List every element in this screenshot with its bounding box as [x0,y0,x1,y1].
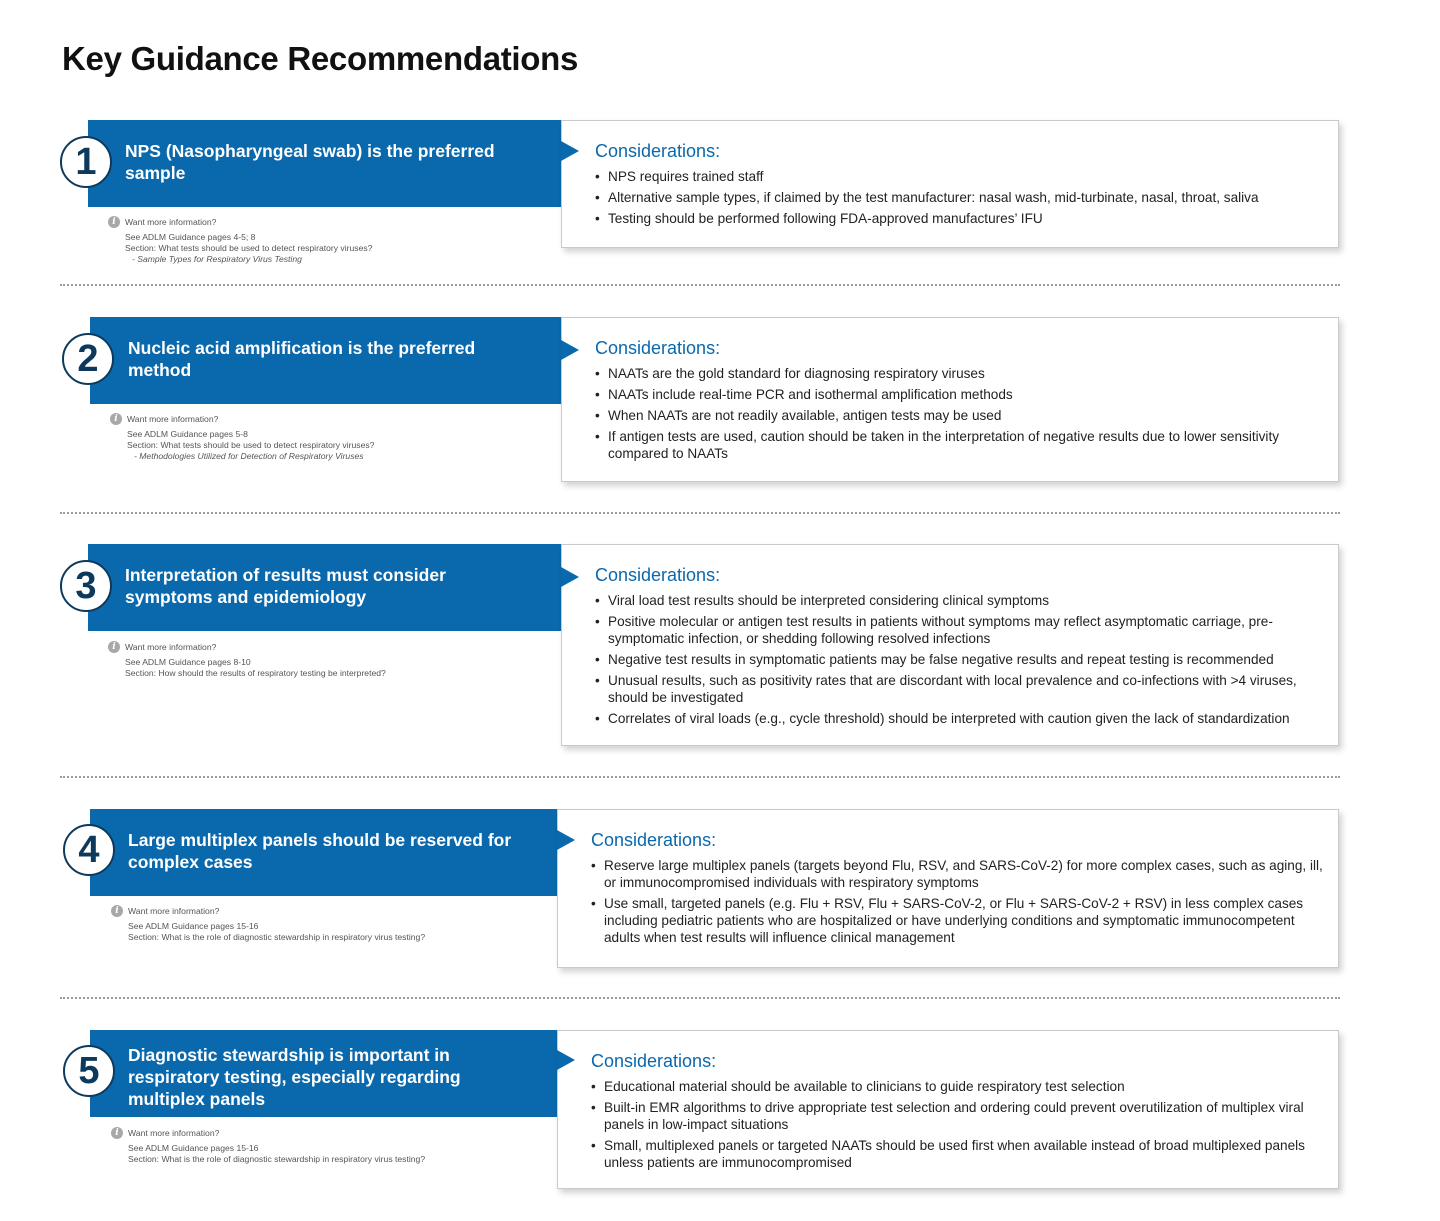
guidance-pages: See ADLM Guidance pages 8-10 [125,657,251,667]
recommendation-title: Large multiplex panels should be reserved for complex cases [128,830,512,872]
bullet-icon: • [595,408,600,423]
bullet-icon: • [595,652,600,667]
recommendation-banner [88,120,561,207]
more-info-note [110,413,374,462]
list-item: • Viral load test results should be interpreted considering clinical symptoms [595,593,1050,608]
considerations-list [595,365,1324,462]
guidance-section: Section: What is the role of diagnostic stewardship in respiratory virus testing? [128,932,426,942]
step-number-badge: 2 [62,333,114,385]
bullet-icon: • [595,366,600,381]
considerations-card [561,120,1339,248]
bullet-icon: • [595,387,600,402]
guidance-pages: See ADLM Guidance pages 5-8 [127,429,248,439]
bullet-icon: • [595,614,600,629]
recommendation-banner [90,1030,557,1117]
considerations-card [561,317,1339,482]
guidance-subsection: - Sample Types for Respiratory Virus Testing [132,254,302,264]
considerations-card [561,544,1339,746]
more-info-label: Want more information? [128,905,220,916]
recommendation-title: Diagnostic stewardship is important in respiratory testing, especially regarding multiplex panels [128,1045,461,1109]
bullet-icon: • [595,673,600,688]
considerations-card [557,809,1339,968]
list-item: • NAATs are the gold standard for diagnosing respiratory viruses [595,366,985,381]
list-item: • Educational material should be available to clinicians to guide respiratory test selection [591,1079,1125,1094]
list-item: • Testing should be performed following FDA-approved manufactures’ IFU [595,211,1043,226]
considerations-card [557,1030,1339,1189]
list-item: • Correlates of viral loads (e.g., cycle threshold) should be interpreted with caution given the lack of standardization [595,711,1290,726]
more-info-label: Want more information? [127,413,219,424]
considerations-heading: Considerations: [591,1051,717,1071]
step-number-badge: 4 [63,824,115,876]
considerations-list [591,1078,1324,1171]
info-icon: i [110,413,122,425]
pointer-arrow-icon [561,141,579,161]
bullet-icon: • [591,1079,596,1094]
info-icon: i [111,905,123,917]
considerations-list [591,857,1324,946]
bullet-icon: • [591,1138,596,1153]
bullet-icon: • [595,169,600,184]
list-item: • Use small, targeted panels (e.g. Flu + RSV, Flu + SARS-CoV-2, or Flu + SARS-CoV-2 + RSV) in less complex cases including pediatric patients who are hospitalized or have underlying conditions and symptomatic immunocompetent adults when test results will influence clinical management [591,896,1304,945]
guidance-subsection: - Methodologies Utilized for Detection of Respiratory Viruses [134,451,364,461]
recommendation-banner [90,809,557,896]
info-icon: i [111,1127,123,1139]
pointer-arrow-icon [557,830,575,850]
bullet-icon: • [591,1100,596,1115]
recommendation-banner [88,544,561,631]
section-divider [60,776,1340,778]
recommendation-banner [90,317,561,404]
bullet-icon: • [595,190,600,205]
list-item: • Unusual results, such as positivity rates that are discordant with local prevalence and co-infections with >4 viruses, should be investigated [595,673,1297,705]
recommendation-title: Interpretation of results must consider symptoms and epidemiology [125,565,446,607]
bullet-icon: • [595,593,600,608]
considerations-heading: Considerations: [595,338,721,358]
considerations-heading: Considerations: [595,141,721,161]
considerations-list [595,592,1324,727]
section-divider [60,284,1340,286]
more-info-note [108,216,372,265]
bullet-icon: • [591,858,596,873]
section-divider [60,512,1340,514]
bullet-icon: • [595,711,600,726]
more-info-label: Want more information? [125,216,217,227]
list-item: • NAATs include real-time PCR and isothermal amplification methods [595,387,1013,402]
more-info-label: Want more information? [125,641,217,652]
bullet-icon: • [591,896,596,911]
guidance-section: Section: What tests should be used to detect respiratory viruses? [127,440,375,450]
bullet-icon: • [595,429,600,444]
step-number-badge: 5 [63,1045,115,1097]
more-info-note [111,905,425,943]
list-item: • When NAATs are not readily available, antigen tests may be used [595,408,1002,423]
guidance-pages: See ADLM Guidance pages 15-16 [128,921,259,931]
list-item: • Alternative sample types, if claimed by the test manufacturer: nasal wash, mid-turbinate, nasal, throat, saliva [595,190,1259,205]
list-item: • Reserve large multiplex panels (targets beyond Flu, RSV, and SARS-CoV-2) for more complex cases, such as aging, ill, or immunocompromised individuals with respiratory symptoms [591,858,1323,890]
list-item: • If antigen tests are used, caution should be taken in the interpretation of negative results due to lower sensitivity compared to NAATs [595,429,1280,461]
section-divider [60,997,1340,999]
guidance-pages: See ADLM Guidance pages 4-5; 8 [125,232,256,242]
list-item: • Negative test results in symptomatic patients may be false negative results and repeat testing is recommended [595,652,1274,667]
recommendation-title: Nucleic acid amplification is the preferred method [128,338,476,380]
more-info-note [111,1127,425,1165]
step-number-badge: 3 [60,560,112,612]
list-item: • Small, multiplexed panels or targeted NAATs should be used first when available instead of broad multiplexed panels unless patients are immunocompromised [591,1138,1305,1170]
recommendation-title: NPS (Nasopharyngeal swab) is the preferred sample [125,141,495,183]
list-item: • NPS requires trained staff [595,169,764,184]
considerations-list [595,168,1324,227]
considerations-heading: Considerations: [591,830,717,850]
more-info-label: Want more information? [128,1127,220,1138]
info-icon: i [108,641,120,653]
page-title: Key Guidance Recommendations [62,40,579,77]
info-icon: i [108,216,120,228]
more-info-note [108,641,386,679]
pointer-arrow-icon [561,340,579,360]
guidance-section: Section: How should the results of respiratory testing be interpreted? [125,668,386,678]
pointer-arrow-icon [561,567,579,587]
pointer-arrow-icon [557,1050,575,1070]
bullet-icon: • [595,211,600,226]
list-item: • Built-in EMR algorithms to drive appropriate test selection and ordering could prevent overutilization of multiplex viral panels in low-impact situations [591,1100,1304,1132]
considerations-heading: Considerations: [595,565,721,585]
guidance-section: Section: What tests should be used to detect respiratory viruses? [125,243,373,253]
guidance-pages: See ADLM Guidance pages 15-16 [128,1143,259,1153]
list-item: • Positive molecular or antigen test results in patients without symptoms may reflect asymptomatic carriage, pre-symptomatic infection, or shedding following resolved infections [595,614,1273,646]
step-number-badge: 1 [60,136,112,188]
guidance-section: Section: What is the role of diagnostic stewardship in respiratory virus testing? [128,1154,426,1164]
